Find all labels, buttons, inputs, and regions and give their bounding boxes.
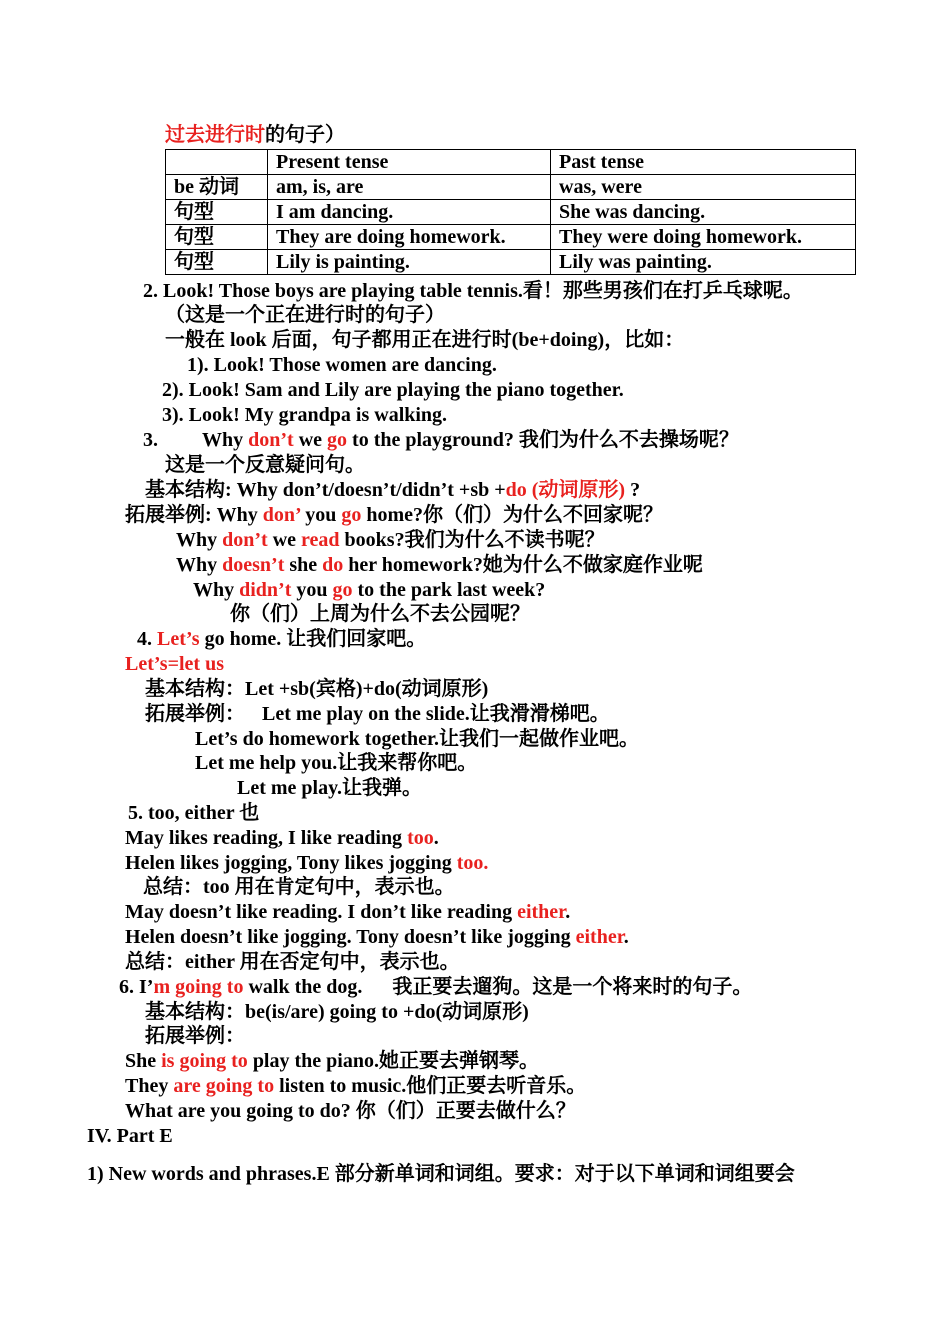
s2-example-1: 1). Look! Those women are dancing. (187, 354, 497, 376)
red-run: too (407, 827, 434, 849)
red-run: m going to (153, 976, 244, 998)
text-run: to the park last week? (352, 579, 546, 601)
s5-example-3 (125, 900, 570, 925)
text-run: ? (625, 479, 641, 501)
s5-example-1 (125, 826, 439, 851)
red-run: Let’s (157, 628, 200, 650)
s6-example-3: What are you going to do? 你（们）正要去做什么？ (125, 1100, 576, 1122)
table-cell: They were doing homework. (551, 225, 856, 250)
text-run: 基本结构: Why don’t/doesn’t/didn’t +sb + (145, 479, 506, 501)
red-run: go (332, 579, 353, 601)
red-run: don’t (222, 529, 268, 551)
text-run: They (125, 1075, 174, 1097)
text-run: . (433, 827, 439, 849)
text-run: 4. (137, 628, 157, 650)
s5-example-2 (125, 851, 488, 876)
s2-example-3: 3). Look! My grandpa is walking. (162, 404, 448, 426)
table-header-row (166, 150, 856, 175)
text-run: books?我们为什么不读书呢？ (339, 529, 605, 551)
red-run: are going to (173, 1075, 275, 1097)
red-run: either (517, 901, 566, 923)
table-cell: They are doing homework. (268, 225, 551, 250)
red-run: didn’t (239, 579, 292, 601)
text-run: her homework?她为什么不做家庭作业呢 (343, 554, 703, 576)
text-run: Helen doesn’t like jogging. Tony doesn’t like jogging (125, 926, 576, 948)
text-run: play the piano.她正要去弹钢琴。 (247, 1050, 539, 1072)
text-run: you (300, 504, 342, 526)
red-run: do (动词原形) (505, 479, 626, 501)
text-run: Helen likes jogging, Tony likes jogging (125, 852, 457, 874)
table-row (166, 175, 856, 200)
red-run: go (341, 504, 362, 526)
table-row (166, 225, 856, 250)
table-row (166, 200, 856, 225)
s3-note: 这是一个反意疑问句。 (165, 454, 365, 476)
s6-structure: 基本结构：be(is/are) going to +do(动词原形) (145, 1001, 529, 1023)
text-run: listen to music.他们正要去听音乐。 (274, 1075, 587, 1097)
text-run: we (267, 529, 302, 551)
red-run: is going to (161, 1050, 248, 1072)
table-row (166, 250, 856, 275)
s3-extension-4 (193, 578, 545, 603)
red-run: don’ (262, 504, 301, 526)
s3-number: 3. (143, 429, 158, 451)
text-run: . (565, 901, 571, 923)
text-run: She (125, 1050, 162, 1072)
red-run: do (322, 554, 344, 576)
s4-extension-4: Let me play.让我弹。 (237, 777, 422, 799)
text-run: to the playground? 我们为什么不去操场呢？ (347, 429, 739, 451)
text-run: . (623, 926, 629, 948)
text-run: May likes reading, I like reading (125, 827, 408, 849)
s5-summary-1: 总结：too 用在肯定句中，表示也。 (143, 876, 455, 898)
red-run: read (301, 529, 340, 551)
table-cell: am, is, are (268, 175, 551, 200)
red-run: too. (456, 852, 489, 874)
red-run: don’t (248, 429, 294, 451)
s5-title: 5. too, either 也 (128, 802, 260, 824)
text-run: she (284, 554, 323, 576)
s4-extension-3: Let me help you.让我来帮你吧。 (195, 752, 478, 774)
table-cell: be 动词 (166, 175, 268, 200)
s2-title: 2. Look! Those boys are playing table tennis.看！那些男孩们在打乒乓球呢。 (143, 280, 803, 302)
table-cell: 句型 (166, 225, 268, 250)
intro-line (165, 123, 345, 148)
s4-extension-2: Let’s do homework together.让我们一起做作业吧。 (195, 728, 640, 750)
s2-rule: 一般在 look 后面，句子都用正在进行时(be+doing)，比如： (165, 329, 685, 351)
text-run: Why (176, 529, 223, 551)
s6-extension-label: 拓展举例： (145, 1025, 245, 1047)
text-run: you (291, 579, 333, 601)
part-e-heading: IV. Part E (87, 1125, 173, 1147)
s4-extension-1: Let me play on the slide.让我滑滑梯吧。 (262, 703, 610, 725)
table-cell: She was dancing. (551, 200, 856, 225)
s3-extension-3 (176, 553, 703, 578)
table-header-cell: Past tense (551, 150, 856, 175)
table-cell: was, were (551, 175, 856, 200)
text-run: go home. 让我们回家吧。 (199, 628, 427, 650)
s3-title (202, 428, 739, 453)
s5-example-4 (125, 925, 629, 950)
text-run: we (293, 429, 328, 451)
s2-note: （这是一个正在进行时的句子） (165, 304, 445, 326)
text-run: May doesn’t like reading. I don’t like reading (125, 901, 518, 923)
s4-title (137, 627, 426, 652)
table-cell: Lily was painting. (551, 250, 856, 275)
red-run: either (575, 926, 624, 948)
red-run: doesn’t (222, 554, 285, 576)
table-header-cell (166, 150, 268, 175)
text-run: Why (193, 579, 240, 601)
s3-extension-1 (125, 503, 663, 528)
s3-structure (145, 478, 640, 503)
text-run: 6. I’ (119, 976, 154, 998)
s6-title (119, 975, 752, 1000)
red-run: go (327, 429, 348, 451)
text-run: Why (202, 429, 249, 451)
intro-rest: 的句子） (265, 124, 345, 146)
s5-summary-2: 总结：either 用在否定句中，表示也。 (125, 951, 460, 973)
table-cell: 句型 (166, 250, 268, 275)
part-e-item-1: 1) New words and phrases.E 部分新单词和词组。要求：对于以下单词和词组要会 (87, 1163, 795, 1185)
s6-example-2 (125, 1074, 586, 1099)
text-run: 拓展举例: Why (125, 504, 263, 526)
s4-extension-label: 拓展举例： (145, 703, 245, 725)
s4-structure: 基本结构：Let +sb(宾格)+do(动词原形) (145, 678, 489, 700)
text-run: walk the dog. 我正要去遛狗。这是一个将来时的句子。 (243, 976, 753, 998)
intro-emphasis: 过去进行时 (165, 124, 265, 146)
table-cell: I am dancing. (268, 200, 551, 225)
s3-extension-2 (176, 528, 605, 553)
s2-example-2: 2). Look! Sam and Lily are playing the piano together. (162, 379, 624, 401)
table-cell: 句型 (166, 200, 268, 225)
text-run: home?你（们）为什么不回家呢？ (361, 504, 664, 526)
tense-table (165, 149, 856, 275)
s4-equal-note: Let’s=let us (125, 653, 224, 675)
table-cell: Lily is painting. (268, 250, 551, 275)
s3-extension-4-translation: 你（们）上周为什么不去公园呢？ (230, 603, 530, 625)
text-run: Why (176, 554, 223, 576)
s6-example-1 (125, 1049, 539, 1074)
table-header-cell: Present tense (268, 150, 551, 175)
